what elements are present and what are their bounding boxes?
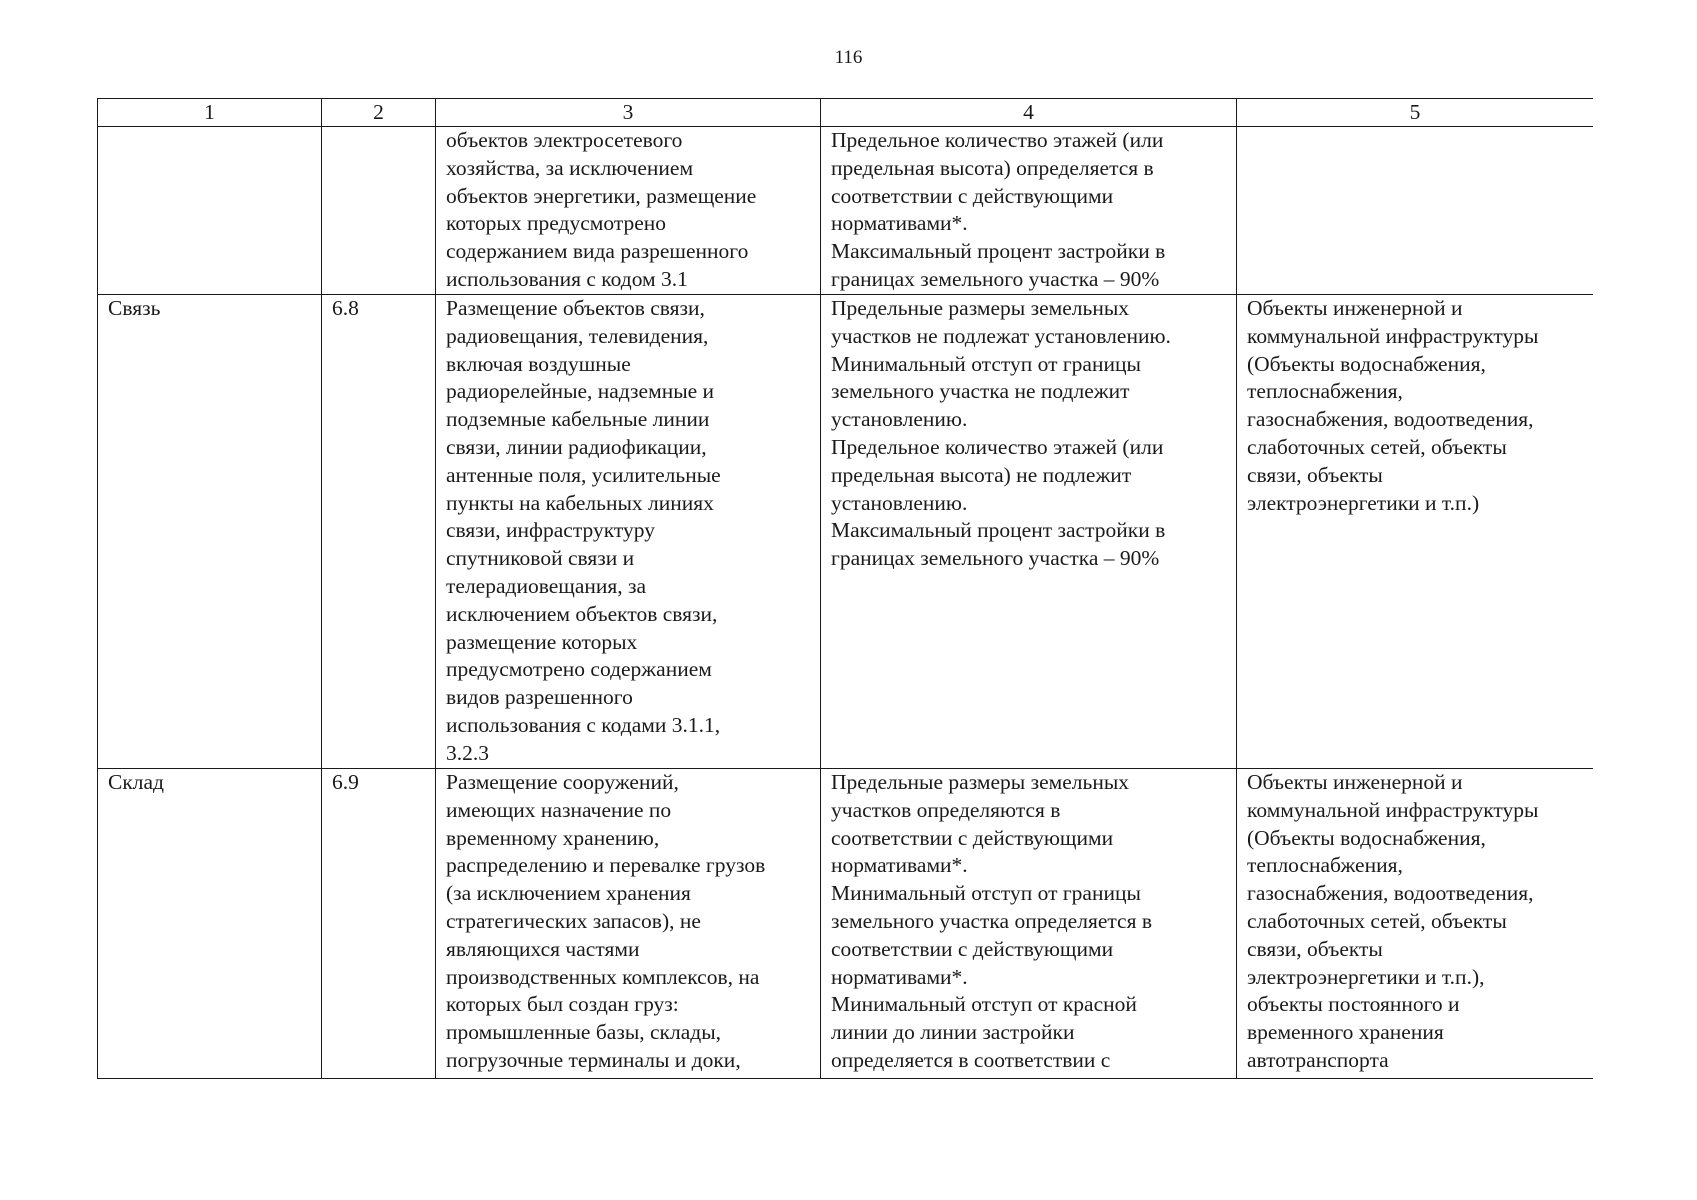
zoning-table <box>97 98 1593 1079</box>
column-header-2: 2 <box>322 99 436 127</box>
cell-use-parameters: Предельные размеры земельных участков не подлежат установлению. Минимальный отступ от границы земельного участка не подлежит установлению. Предельное количество этажей (или предельная высота) не подлежит установлению. Максимальный процент застройки в границах земельного участка – 90% <box>821 295 1237 769</box>
cell-use-code: 6.9 <box>322 769 436 1080</box>
cell-use-name: Склад <box>98 769 322 1080</box>
column-header-4: 4 <box>821 99 1237 127</box>
cell-use-description: объектов электросетевого хозяйства, за исключением объектов энергетики, размещение которых предусмотрено содержанием вида разрешенного использования с кодом 3.1 <box>436 127 821 295</box>
column-header-5: 5 <box>1237 99 1594 127</box>
page-number: 116 <box>834 47 863 68</box>
cell-auxiliary-uses: Объекты инженерной и коммунальной инфраструктуры (Объекты водоснабжения, теплоснабжения, газоснабжения, водоотведения, слаботочных сетей, объекты связи, объекты электроэнергетики и т.п.) <box>1237 295 1594 769</box>
zoning-table-container <box>97 98 1593 1079</box>
column-header-3: 3 <box>436 99 821 127</box>
cell-auxiliary-uses <box>1237 127 1594 295</box>
column-header-1: 1 <box>98 99 322 127</box>
table-header-row <box>98 99 1594 127</box>
cell-use-parameters: Предельное количество этажей (или предельная высота) определяется в соответствии с действующими нормативами*. Максимальный процент застройки в границах земельного участка – 90% <box>821 127 1237 295</box>
table-row <box>98 769 1594 1080</box>
cell-use-code: 6.8 <box>322 295 436 769</box>
cell-use-parameters: Предельные размеры земельных участков определяются в соответствии с действующими нормативами*. Минимальный отступ от границы земельного участка определяется в соответствии с действующими нормативами*. Минимальный отступ от красной линии до линии застройки определяется в соответствии с <box>821 769 1237 1080</box>
table-row <box>98 127 1594 295</box>
table-row <box>98 295 1594 769</box>
cell-use-description: Размещение сооружений, имеющих назначение по временному хранению, распределению и перевалке грузов (за исключением хранения стратегических запасов), не являющихся частями производственных комплексов, на которых был создан груз: промышленные базы, склады, погрузочные терминалы и доки, <box>436 769 821 1080</box>
cell-use-code <box>322 127 436 295</box>
cell-use-description: Размещение объектов связи, радиовещания, телевидения, включая воздушные радиорелейные, надземные и подземные кабельные линии связи, линии радиофикации, антенные поля, усилительные пункты на кабельных линиях связи, инфраструктуру спутниковой связи и телерадиовещания, за исключением объектов связи, размещение которых предусмотрено содержанием видов разрешенного использования с кодами 3.1.1, 3.2.3 <box>436 295 821 769</box>
cell-use-name: Связь <box>98 295 322 769</box>
cell-auxiliary-uses: Объекты инженерной и коммунальной инфраструктуры (Объекты водоснабжения, теплоснабжения, газоснабжения, водоотведения, слаботочных сетей, объекты связи, объекты электроэнергетики и т.п.), объекты постоянного и временного хранения автотранспорта <box>1237 769 1594 1080</box>
cell-use-name <box>98 127 322 295</box>
